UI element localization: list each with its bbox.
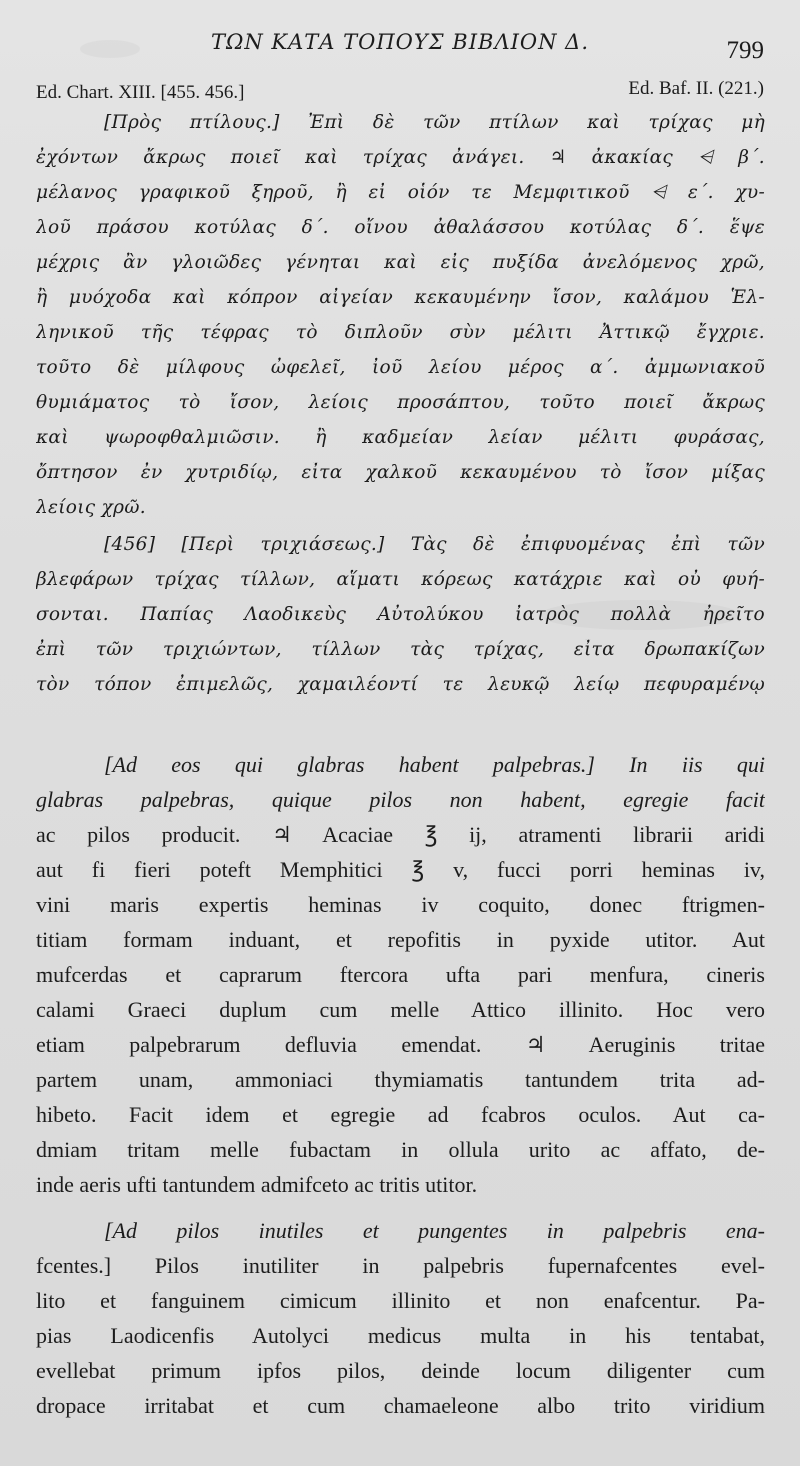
edition-reference-left: Ed. Chart. XIII. [455. 456.] bbox=[36, 82, 245, 103]
greek-line: ληνικοῦ τῆς τέφρας τὸ διπλοῦν σὺν μέλιτι Ἀττικῷ ἔγχριε. bbox=[36, 322, 765, 343]
latin-line: [Ad pilos inutiles et pungentes in palpebris ena- bbox=[104, 1218, 765, 1243]
latin-line: hibeto. Facit idem et egregie ad fcabros oculos. Aut ca- bbox=[36, 1102, 765, 1127]
greek-line: λοῦ πράσου κοτύλας δ΄. οἴνου ἀθαλάσσου κοτύλας δ΄. ἕψε bbox=[36, 217, 765, 238]
greek-line: καὶ ψωροφθαλμιῶσιν. ἢ καδμείαν λείαν μέλιτι φυράσας, bbox=[36, 427, 765, 448]
page-number: 799 bbox=[726, 37, 764, 64]
latin-line: fcentes.] Pilos inutiliter in palpebris fupernafcentes evel- bbox=[36, 1253, 765, 1278]
greek-line: ἐχόντων ἄκρως ποιεῖ καὶ τρίχας ἀνάγει. ♃ ἀκακίας ⩤ β΄. bbox=[36, 147, 765, 168]
running-title: ΤΩΝ ΚΑΤΑ ΤΟΠΟΥΣ ΒΙΒΛΙΟΝ Δ. bbox=[210, 30, 590, 54]
latin-line: glabras palpebras, quique pilos non habent, egregie facit bbox=[36, 787, 765, 812]
latin-line: ac pilos producit. ♃ Acaciae ℥ ij, atramenti librarii aridi bbox=[36, 822, 765, 847]
latin-line: inde aeris ufti tantundem admifceto ac tritis utitor. bbox=[36, 1172, 478, 1197]
latin-line: lito et fanguinem cimicum illinito et non enafcentur. Pa- bbox=[36, 1288, 765, 1313]
latin-line: pias Laodicenfis Autolyci medicus multa in his tentabat, bbox=[36, 1323, 765, 1348]
latin-line: etiam palpebrarum defluvia emendat. ♃ Aeruginis tritae bbox=[36, 1032, 765, 1057]
latin-line: aut fi fieri poteft Memphitici ℥ v, fucci porri heminas iv, bbox=[36, 857, 765, 882]
latin-line: vini maris expertis heminas iv coquito, donec ftrigmen- bbox=[36, 892, 765, 917]
edition-reference-right: Ed. Baf. II. (221.) bbox=[628, 78, 764, 99]
greek-line: ἐπὶ τῶν τριχιώντων, τίλλων τὰς τρίχας, εἶτα δρωπακίζων bbox=[36, 639, 765, 660]
greek-line: μέχρις ἂν γλοιῶδες γένηται καὶ εἰς πυξίδα ἀνελόμενος χρῶ, bbox=[36, 252, 765, 273]
greek-line: σονται. Παπίας Λαοδικεὺς Αὐτολύκου ἰατρὸς πολλὰ ἠρεῖτο bbox=[36, 604, 765, 625]
greek-line: τὸν τόπον ἐπιμελῶς, χαμαιλέοντί τε λευκῷ λείῳ πεφυραμένῳ bbox=[36, 674, 765, 695]
latin-line: [Ad eos qui glabras habent palpebras.] In iis qui bbox=[104, 752, 765, 777]
latin-line: mufcerdas et caprarum ftercora ufta pari menfura, cineris bbox=[36, 962, 765, 987]
greek-line: τοῦτο δὲ μίλφους ὠφελεῖ, ἰοῦ λείου μέρος α΄. ἀμμωνιακοῦ bbox=[36, 357, 765, 378]
greek-line: [456] [Περὶ τριχιάσεως.] Τὰς δὲ ἐπιφυομένας ἐπὶ τῶν bbox=[104, 534, 765, 555]
latin-line: titiam formam induant, et repofitis in pyxide utitor. Aut bbox=[36, 927, 765, 952]
latin-line: partem unam, ammoniaci thymiamatis tantundem trita ad- bbox=[36, 1067, 765, 1092]
latin-line: dropace irritabat et cum chamaeleone albo trito viridium bbox=[36, 1393, 765, 1418]
greek-line: θυμιάματος τὸ ἴσον, λείοις προσάπτου, τοῦτο ποιεῖ ἄκρως bbox=[36, 392, 765, 413]
latin-line: calami Graeci duplum cum melle Attico illinito. Hoc vero bbox=[36, 997, 765, 1022]
latin-line: evellebat primum ipfos pilos, deinde locum diligenter cum bbox=[36, 1358, 765, 1383]
greek-line: [Πρὸς πτίλους.] Ἐπὶ δὲ τῶν πτίλων καὶ τρίχας μὴ bbox=[104, 112, 765, 133]
greek-line: λείοις χρῶ. bbox=[36, 497, 146, 518]
greek-line: μέλανος γραφικοῦ ξηροῦ, ἢ εἰ οἷόν τε Μεμφιτικοῦ ⩤ ε΄. χυ- bbox=[36, 182, 765, 203]
latin-line: dmiam tritam melle fubactam in ollula urito ac affato, de- bbox=[36, 1137, 765, 1162]
greek-line: βλεφάρων τρίχας τίλλων, αἵματι κόρεως κατάχριε καὶ οὐ φυή- bbox=[36, 569, 765, 590]
greek-line: ἢ μυόχοδα καὶ κόπρον αἰγείαν κεκαυμένην ἴσον, καλάμου Ἑλ- bbox=[36, 287, 765, 308]
greek-line: ὄπτησον ἐν χυτριδίῳ, εἶτα χαλκοῦ κεκαυμένου τὸ ἴσον μίξας bbox=[36, 462, 765, 483]
